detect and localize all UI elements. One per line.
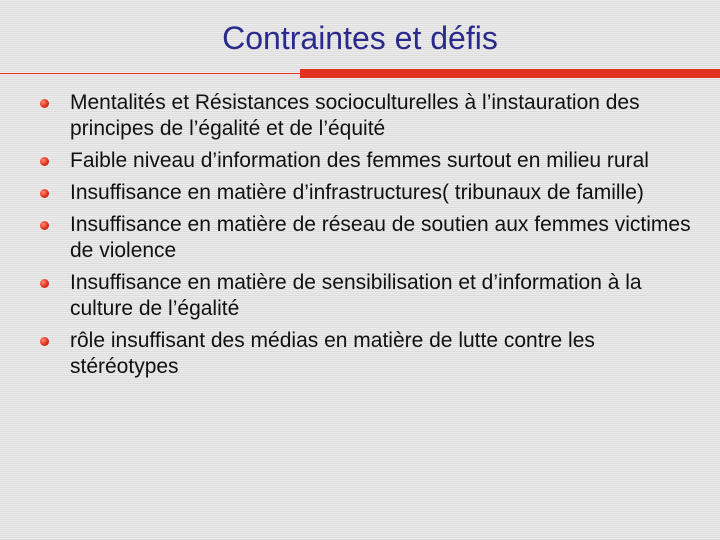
bullet-dot-icon [40,279,49,288]
bullet-dot-icon [40,337,49,346]
bullet-dot-icon [40,99,49,108]
bullet-text: Insuffisance en matière d’infrastructures( tribunaux de famille) [70,181,644,204]
bullet-item [40,270,700,322]
bullet-item [40,180,700,206]
bullet-text: Mentalités et Résistances socioculturelles à l’instauration des principes de l’égalité et de l’équité [70,91,640,140]
title-divider-thick [300,69,720,78]
bullet-dot-icon [40,157,49,166]
bullet-text: Insuffisance en matière de sensibilisation et d’information à la culture de l’égalité [70,271,642,320]
title-divider-thin [0,73,300,74]
bullet-item [40,148,700,174]
bullet-dot-icon [40,221,49,230]
bullet-item [40,212,700,264]
bullet-item [40,90,700,142]
bullet-item [40,328,700,380]
bullet-dot-icon [40,189,49,198]
bullet-text: Insuffisance en matière de réseau de soutien aux femmes victimes de violence [70,213,691,262]
bullet-text: Faible niveau d’information des femmes surtout en milieu rural [70,149,649,172]
bullet-list [40,90,700,386]
bullet-text: rôle insuffisant des médias en matière de lutte contre les stéréotypes [70,329,595,378]
slide-title: Contraintes et défis [222,20,498,56]
